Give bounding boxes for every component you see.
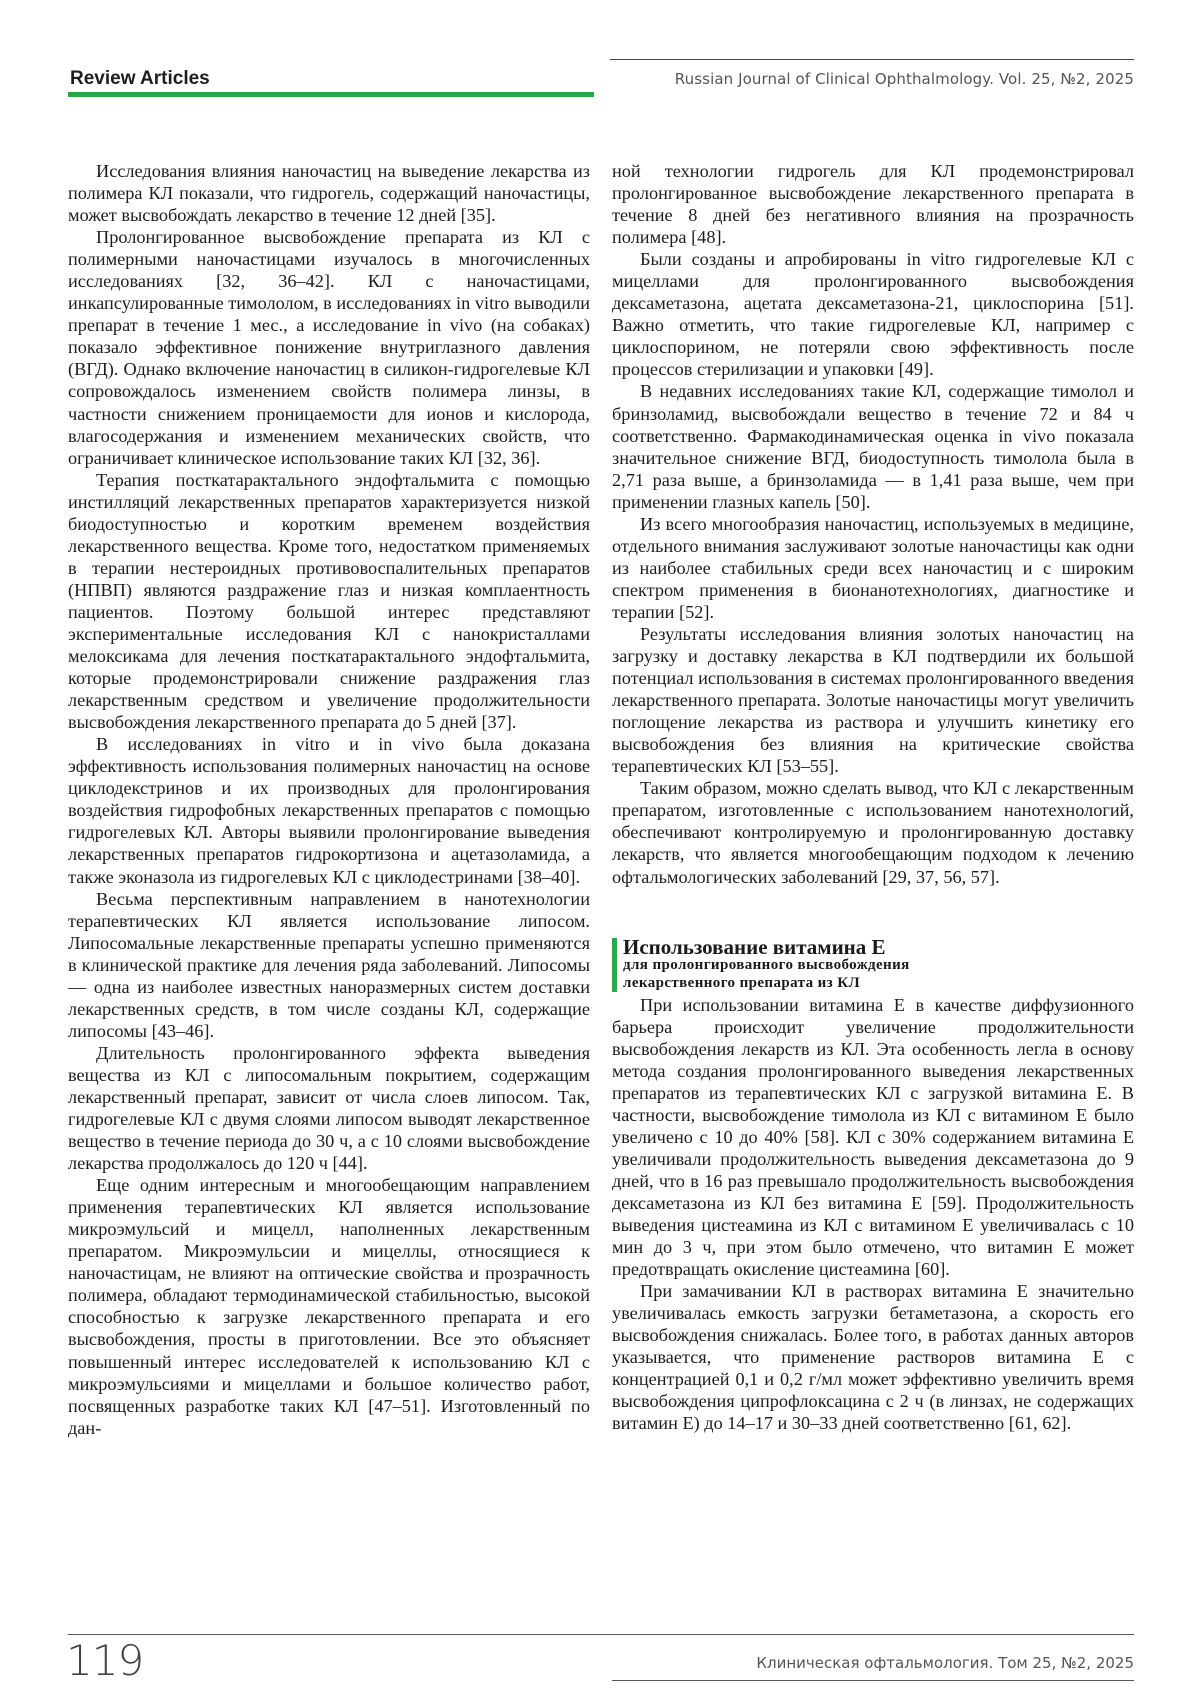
left-column bbox=[68, 160, 590, 1439]
paragraph: ной технологии гидрогель для КЛ продемонстрировал пролонгированное высвобождение лекарственного препарата в течение 8 дней без негативного влияния на прозрачность полимера [48]. bbox=[612, 160, 1134, 248]
footer-rule-bottom bbox=[612, 1680, 1134, 1681]
paragraph: Исследования влияния наночастиц на выведение лекарства из полимера КЛ показали, что гидрогель, содержащий наночастицы, может высвобождать лекарство в течение 12 дней [35]. bbox=[68, 160, 590, 226]
right-column bbox=[612, 160, 1134, 1434]
paragraph: Таким образом, можно сделать вывод, что КЛ с лекарственным препаратом, изготовленные с использованием нанотехнологий, обеспечивают контролируемую и пролонгированную доставку лекарств, что является многообещающим подходом к лечению офтальмологических заболеваний [29, 37, 56, 57]. bbox=[612, 777, 1134, 887]
header-rule bbox=[610, 59, 1134, 60]
journal-title-footer: Клиническая офтальмология. Том 25, №2, 2025 bbox=[756, 1654, 1134, 1672]
section-heading-line: лекарственного препарата из КЛ bbox=[623, 974, 1134, 992]
paragraph: Были созданы и апробированы in vitro гидрогелевые КЛ с мицеллами для пролонгированного высвобождения дексаметазона, ацетата дексаметазона-21, циклоспорина [51]. Важно отметить, что такие гидрогелевые КЛ, например с циклоспорином, не потеряли свою эффективность после процессов стерилизации и упаковки [49]. bbox=[612, 248, 1134, 380]
paragraph: В исследованиях in vitro и in vivo была доказана эффективность использования полимерных наночастиц на основе циклодекстринов и их производных для пролонгирования воздействия гидрофобных лекарственных препаратов с помощью гидрогелевых КЛ. Авторы выявили пролонгирование выведения лекарственных препаратов гидрокортизона и ацетазоламида, а также эконазола из гидрогелевых КЛ с циклодестринами [38–40]. bbox=[68, 733, 590, 887]
paragraph: Длительность пролонгированного эффекта выведения вещества из КЛ с липосомальным покрытием, содержащим лекарственный препарат, зависит от числа слоев липосом. Так, гидрогелевые КЛ с двумя слоями липосом выводят лекарственное вещество в течение периода до 30 ч, а с 10 слоями высвобождение лекарства продолжалось до 120 ч [44]. bbox=[68, 1042, 590, 1174]
paragraph: При использовании витамина Е в качестве диффузионного барьера происходит увеличение продолжительности высвобождения лекарств из КЛ. Эта особенность легла в основу метода создания пролонгированного выведения лекарственных препаратов из терапевтических КЛ с загрузкой витамина Е. В частности, высвобождение тимолола из КЛ с витамином Е было увеличено с 10 до 40% [58]. КЛ с 30% содержанием витамина Е увеличивали продолжительность выведения дексаметазона до 9 дней, что в 16 раз превышало продолжительность высвобождения дексаметазона из КЛ без витамина Е [59]. Продолжительность выведения цистеамина из КЛ с витамином Е увеличивалась с 10 мин до 3 ч, при этом было отмечено, что витамин Е может предотвращать окисление цистеамина [60]. bbox=[612, 994, 1134, 1281]
section-label: Review Articles bbox=[70, 68, 210, 90]
paragraph: В недавних исследованиях такие КЛ, содержащие тимолол и бринзоламид, высвобождали вещество в течение 72 и 84 ч соответственно. Фармакодинамическая оценка in vivo показала значительное снижение ВГД, биодоступность тимолола была в 2,71 раза выше, а бринзоламида — в 1,41 раза выше, чем при применении глазных капель [50]. bbox=[612, 380, 1134, 512]
paragraph: Терапия посткатарактального эндофтальмита с помощью инстилляций лекарственных препаратов характеризуется низкой биодоступностью и коротким временем воздействия лекарственного вещества. Кроме того, недостатком применяемых в терапии нестероидных противовоспалительных препаратов (НПВП) являются раздражение глаз и низкая комплаентность пациентов. Поэтому большой интерес представляют экспериментальные исследования КЛ с нанокристаллами мелоксикама для лечения посткатарактального эндофтальмита, которые продемонстрировали снижение раздражения глаз лекарственным средством и увеличение продолжительности высвобождения лекарственного препарата до 5 дней [37]. bbox=[68, 469, 590, 734]
journal-page bbox=[0, 0, 1200, 1697]
page-number: 119 bbox=[66, 1636, 143, 1685]
paragraph: Из всего многообразия наночастиц, используемых в медицине, отдельного внимания заслуживают золотые наночастицы как одни из наиболее стабильных среди всех наночастиц и с широким спектром применения в бионанотехнологиях, диагностике и терапии [52]. bbox=[612, 513, 1134, 623]
section-heading-line: Использование витамина Е bbox=[623, 938, 1134, 956]
paragraph: При замачивании КЛ в растворах витамина Е значительно увеличивалась емкость загрузки бетаметазона, а скорость его высвобождения снижалась. Более того, в работах данных авторов указывается, что применение растворов витамина Е с концентрацией 0,1 и 0,2 г/мл может эффективно увеличить время высвобождения ципрофлоксацина с 2 ч (в линзах, не содержащих витамин Е) до 14–17 и 30–33 дней соответственно [61, 62]. bbox=[612, 1280, 1134, 1434]
footer-rule bbox=[68, 1634, 1134, 1635]
paragraph: Еще одним интересным и многообещающим направлением применения терапевтических КЛ является использование микроэмульсий и мицелл, наполненных лекарственным препаратом. Микроэмульсии и мицеллы, относящиеся к наночастицам, не влияют на оптические свойства и прозрачность полимера, обладают термодинамической стабильностью, высокой способностью к загрузке лекарственного препарата и его высвобождения, просты в приготовлении. Все это объясняет повышенный интерес исследователей к использованию КЛ с микроэмульсиями и мицеллами и большое количество работ, посвященных разработке таких КЛ [47–51]. Изготовленный по дан- bbox=[68, 1174, 590, 1439]
paragraph: Пролонгированное высвобождение препарата из КЛ с полимерными наночастицами изучалось в многочисленных исследованиях [32, 36–42]. КЛ с наночастицами, инкапсулированные тимололом, в исследованиях in vitro выводили препарат в течение 1 мес., а исследование in vivo (на собаках) показало эффективное понижение внутриглазного давления (ВГД). Однако включение наночастиц в силикон-гидрогелевые КЛ сопровождалось изменением свойств полимера линзы, в частности снижением проницаемости для ионов и кислорода, влагосодержания и изменением механических свойств, что ограничивает клиническое использование таких КЛ [32, 36]. bbox=[68, 226, 590, 469]
section-heading-line: для пролонгированного высвобождения bbox=[623, 956, 1134, 974]
journal-title-header: Russian Journal of Clinical Ophthalmology. Vol. 25, №2, 2025 bbox=[675, 70, 1134, 88]
paragraph: Результаты исследования влияния золотых наночастиц на загрузку и доставку лекарства в КЛ подтвердили их большой потенциал использования в системах пролонгированного введения лекарственного препарата. Золотые наночастицы могут увеличить поглощение лекарства из раствора и улучшить кинетику его высвобождения без влияния на критические свойства терапевтических КЛ [53–55]. bbox=[612, 623, 1134, 777]
paragraph: Весьма перспективным направлением в нанотехнологии терапевтических КЛ является использование липосом. Липосомальные лекарственные препараты успешно применяются в клинической практике для лечения ряда заболеваний. Липосомы — одна из наиболее известных наноразмерных систем доставки лекарственных средств, в том числе созданы КЛ, содержащие липосомы [43–46]. bbox=[68, 888, 590, 1042]
section-heading bbox=[612, 938, 1134, 992]
header-accent-bar bbox=[68, 92, 594, 97]
